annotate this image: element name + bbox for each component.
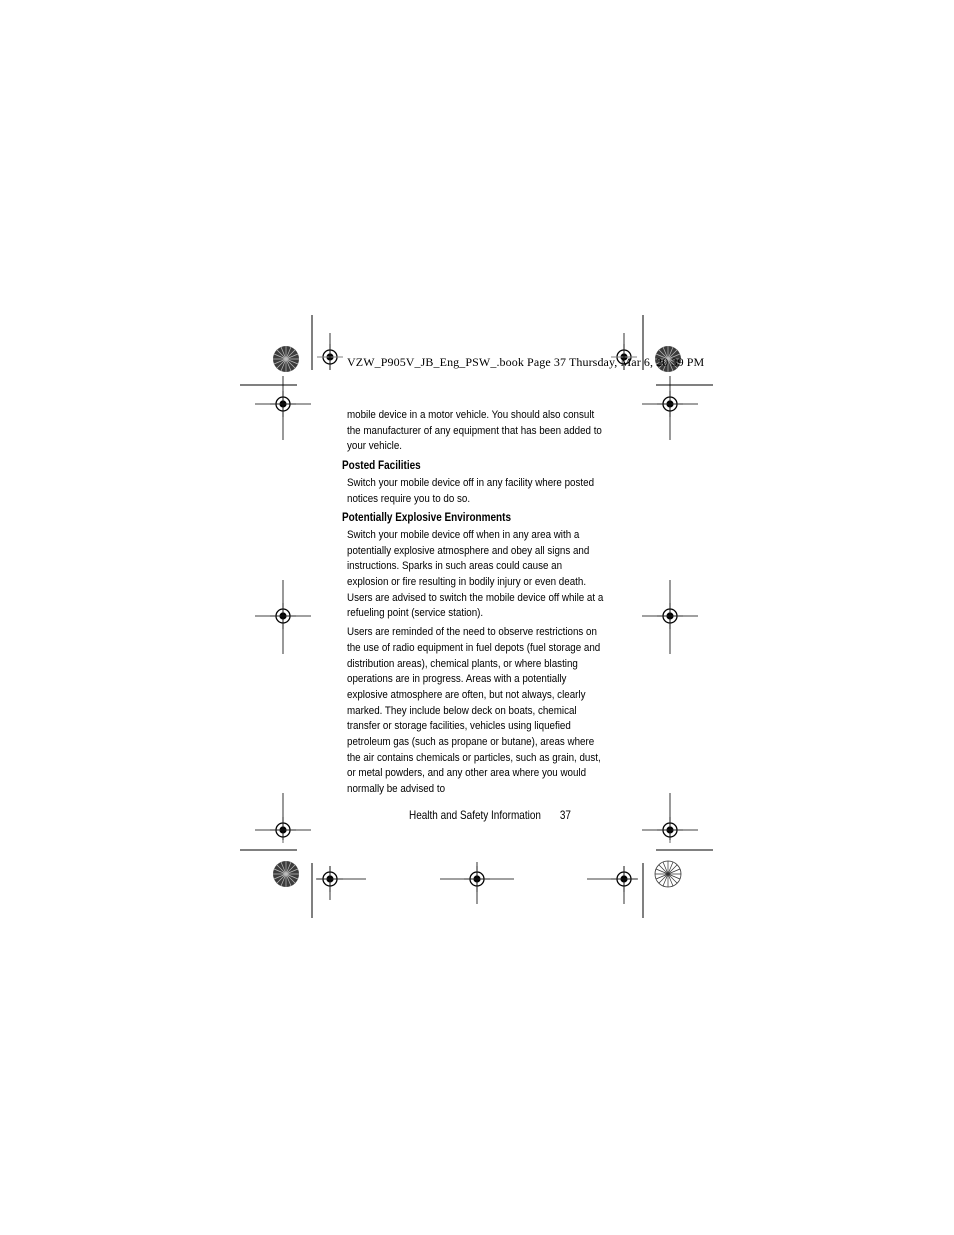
footer-section-title: Health and Safety Information xyxy=(409,809,541,822)
page-footer xyxy=(409,808,571,824)
intro-paragraph: mobile device in a motor vehicle. You should also consult the manufacturer of any equipment that has been added to your vehicle. xyxy=(347,409,602,453)
explosive-environments-paragraph-2: Users are reminded of the need to observe restrictions on the use of radio equipment in fuel depots (fuel storage and distribution areas), chemical plants, or where blasting operations are in progress. Areas with a potentially explosive atmosphere are often, but not always, clearly marked. They include below deck on boats, chemical transfer or storage facilities, vehicles using liquefied petroleum gas (such as propane or butane), areas where the air contains chemicals or particles, such as grain, dust, or metal powders, and any other area where you would normally be advised to xyxy=(347,626,601,796)
starburst-mark-bottom-right xyxy=(655,861,681,887)
page-number: 37 xyxy=(559,809,571,822)
print-slug-line: VZW_P905V_JB_Eng_PSW_.book Page 37 Thursday, Mar 6, 20 39 PM xyxy=(347,355,705,369)
page-body xyxy=(342,408,604,801)
posted-facilities-heading: Posted Facilities xyxy=(342,459,421,473)
starburst-mark-top-left xyxy=(273,346,299,372)
posted-facilities-paragraph: Switch your mobile device off in any facility where posted notices require you to do so. xyxy=(347,476,595,505)
explosive-environments-paragraph-1: Switch your mobile device off when in any area with a potentially explosive atmosphere and obey all signs and instructions. Sparks in such areas could cause an explosion or fire resulting in bodily injury or even death. Users are advised to switch the mobile device off while at a refueling point (service station). xyxy=(347,528,604,620)
starburst-mark-bottom-left xyxy=(273,861,299,887)
explosive-environments-heading: Potentially Explosive Environments xyxy=(342,511,512,525)
